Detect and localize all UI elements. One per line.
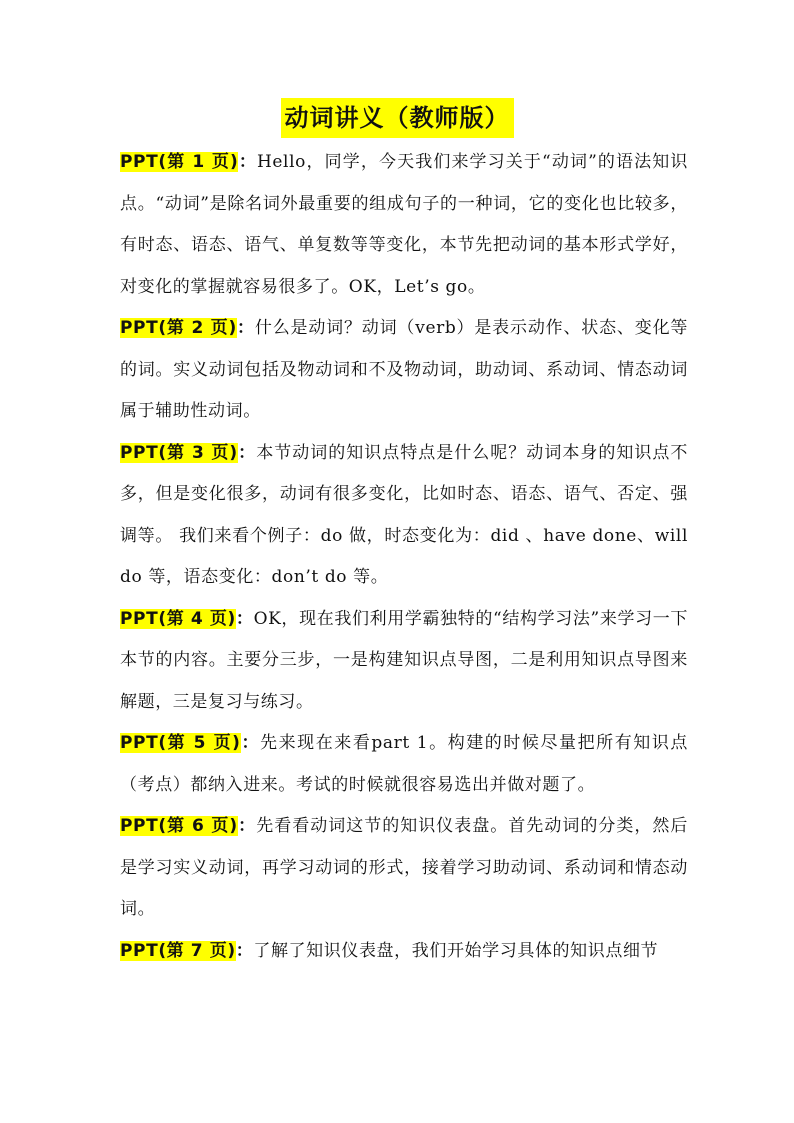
ppt-page-label: PPT(第 6 页) [120, 816, 238, 836]
ppt-page-label: PPT(第 4 页) [120, 608, 236, 629]
ppt-page-label: PPT(第 7 页) [120, 940, 236, 961]
label-colon: ： [237, 442, 257, 463]
paragraph-ppt-5 [120, 723, 688, 806]
label-colon: ： [235, 940, 254, 961]
paragraph-text: 本节动词的知识点特点是什么呢？动词本身的知识点不多，但是变化很多，动词有很多变化，比如时态、语态、语气、否定、强调等。 我们来看个例子：do 做，时态变化为：did 、have done、will do 等，语态变化：don’t do 等。 [120, 442, 688, 587]
paragraph-text: Hello，同学，今天我们来学习关于“动词”的语法知识点。“动词”是除名词外最重要的组成句子的一种词，它的变化也比较多，有时态、语态、语气、单复数等等变化，本节先把动词的基本形式学好，对变化的掌握就容易很多了。OK，Let’s go。 [120, 152, 688, 297]
label-colon: ： [238, 152, 257, 172]
paragraph-ppt-4 [120, 599, 688, 724]
paragraph-text: OK，现在我们利用学霸独特的“结构学习法”来学习一下本节的内容。主要分三步，一是构建知识点导图，二是利用知识点导图来解题，三是复习与练习。 [120, 608, 688, 712]
document-body [120, 142, 688, 972]
ppt-page-label: PPT(第 1 页) [120, 152, 239, 172]
ppt-page-label: PPT(第 2 页) [120, 318, 237, 338]
title-area [0, 98, 794, 138]
label-colon: ： [240, 733, 261, 753]
paragraph-text: 先看看动词这节的知识仪表盘。首先动词的分类，然后是学习实义动词，再学习动词的形式，接着学习助动词、系动词和情态动词。 [120, 816, 688, 919]
ppt-page-label: PPT(第 5 页) [120, 733, 241, 753]
paragraph-ppt-1 [120, 142, 688, 308]
paragraph-ppt-7 [120, 931, 688, 973]
paragraph-ppt-3 [120, 433, 688, 599]
label-colon: ： [235, 608, 254, 629]
paragraph-text: 了解了知识仪表盘，我们开始学习具体的知识点细节 [253, 940, 659, 961]
paragraph-ppt-2 [120, 308, 688, 433]
label-colon: ： [236, 318, 255, 338]
page-title: 动词讲义（教师版） [281, 98, 514, 138]
ppt-page-label: PPT(第 3 页) [120, 442, 238, 463]
paragraph-text: 先来现在来看part 1。构建的时候尽量把所有知识点（考点）都纳入进来。考试的时候就很容易选出并做对题了。 [120, 733, 689, 795]
paragraph-text: 什么是动词？动词（verb）是表示动作、状态、变化等的词。实义动词包括及物动词和不及物动词，助动词、系动词、情态动词属于辅助性动词。 [120, 318, 688, 421]
paragraph-ppt-6 [120, 806, 688, 931]
label-colon: ： [237, 816, 257, 836]
